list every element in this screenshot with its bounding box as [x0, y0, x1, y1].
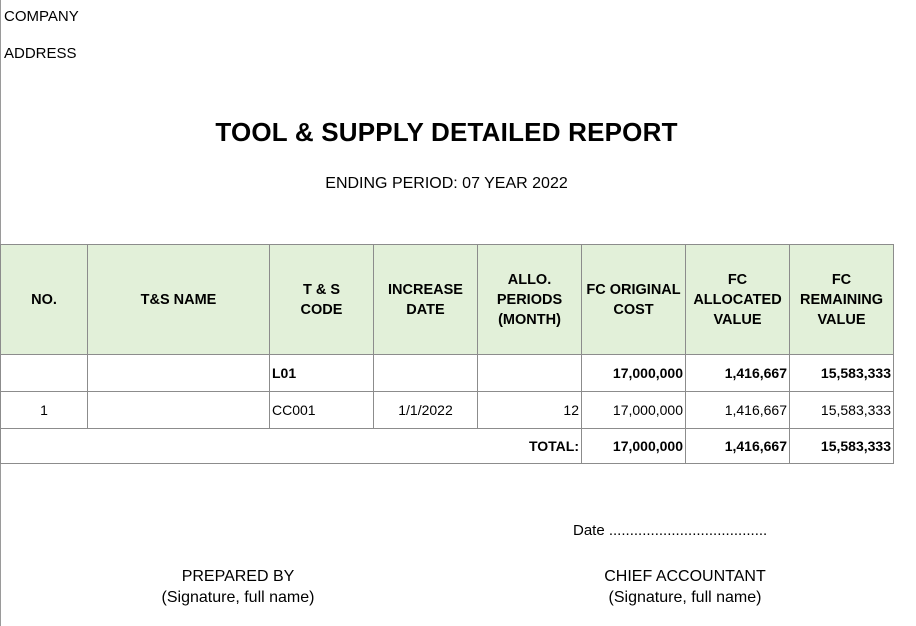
row-no-cell: 1	[1, 392, 88, 429]
prepared-by-block	[138, 566, 338, 608]
group-row	[1, 355, 894, 392]
report-table	[0, 244, 894, 464]
col-header-allocated: FC ALLOCATED VALUE	[686, 245, 790, 355]
group-date-cell	[374, 355, 478, 392]
prepared-by-note: (Signature, full name)	[161, 589, 315, 606]
total-original-cost-cell: 17,000,000	[582, 429, 686, 464]
group-allocated-cell: 1,416,667	[686, 355, 790, 392]
chief-accountant-label: CHIEF ACCOUNTANT	[604, 568, 766, 585]
row-periods-cell: 12	[478, 392, 582, 429]
report-period: ENDING PERIOD: 07 YEAR 2022	[325, 175, 568, 192]
row-name-cell	[88, 392, 270, 429]
chief-accountant-note: (Signature, full name)	[608, 589, 762, 606]
chief-accountant-block	[585, 566, 785, 608]
row-allocated-cell: 1,416,667	[686, 392, 790, 429]
report-title: TOOL & SUPPLY DETAILED REPORT	[215, 117, 678, 147]
table-header-row	[1, 245, 894, 355]
group-original-cost-cell: 17,000,000	[582, 355, 686, 392]
address-label: ADDRESS	[4, 45, 77, 62]
total-remaining-cell: 15,583,333	[790, 429, 894, 464]
col-header-original-cost: FC ORIGINAL COST	[582, 245, 686, 355]
group-periods-cell	[478, 355, 582, 392]
total-label: TOTAL:	[1, 429, 582, 464]
prepared-by-label: PREPARED BY	[181, 568, 295, 585]
company-label: COMPANY	[4, 8, 79, 25]
date-line: Date ......................................	[573, 522, 768, 539]
col-header-code: T & S CODE	[270, 245, 374, 355]
total-allocated-cell: 1,416,667	[686, 429, 790, 464]
group-no-cell	[1, 355, 88, 392]
table-row	[1, 392, 894, 429]
col-header-periods: ALLO. PERIODS (MONTH)	[478, 245, 582, 355]
col-header-increase-date: INCREASE DATE	[374, 245, 478, 355]
col-header-name: T&S NAME	[88, 245, 270, 355]
total-row	[1, 429, 894, 464]
row-original-cost-cell: 17,000,000	[582, 392, 686, 429]
row-remaining-cell: 15,583,333	[790, 392, 894, 429]
col-header-no: NO.	[1, 245, 88, 355]
group-code-cell: L01	[270, 355, 374, 392]
group-remaining-cell: 15,583,333	[790, 355, 894, 392]
row-increase-date-cell: 1/1/2022	[374, 392, 478, 429]
group-name-cell	[88, 355, 270, 392]
row-code-cell: CC001	[270, 392, 374, 429]
col-header-remaining: FC REMAINING VALUE	[790, 245, 894, 355]
